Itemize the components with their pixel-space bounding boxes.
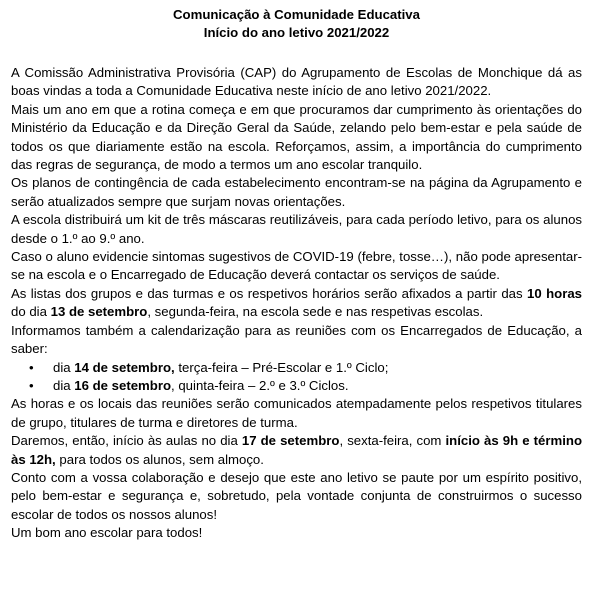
text-segment: , segunda-feira, na escola sede e nas respetivas escolas. [147, 304, 484, 320]
text-segment: dia [53, 377, 75, 393]
bold-date: 17 de setembro [241, 433, 340, 449]
paragraph-symptoms: Caso o aluno evidencie sintomas sugestivos de COVID-19 (febre, tosse…), não pode apresentar-se na escola e o Encarregado de Educação deverá contactar os serviços de saúde. [11, 249, 582, 283]
bold-date: 14 de setembro, [74, 359, 175, 375]
text-segment: do dia [11, 304, 51, 320]
paragraph-meeting-details: As horas e os locais das reuniões serão comunicados atempadamente pelos respetivos titulares de grupo, titulares de turma e diretores de turma. [11, 396, 582, 430]
text-segment: , quinta-feira – 2.º e 3.º Ciclos. [171, 377, 349, 393]
paragraph-meetings: Informamos também a calendarização para as reuniões com os Encarregados de Educação, a saber: [11, 322, 582, 357]
paragraph-routine: Mais um ano em que a rotina começa e em que procuramos dar cumprimento às orientações do Ministério da Educação e da Direção Geral da Saúde, zelando pelo bem-estar e pela saúde de todos os que diariamente estão na escola. Reforçamos, assim, a importância do cumprimento das regras de segurança, de modo a termos um ano escolar tranquilo. [11, 101, 582, 173]
meetings-list [11, 359, 582, 396]
paragraph-masks: A escola distribuirá um kit de três máscaras reutilizáveis, para cada período letivo, para os alunos desde o 1.º ao 9.º ano. [11, 212, 582, 246]
paragraph-contingency: Os planos de contingência de cada estabelecimento encontram-se na página da Agrupamento e serão atualizados sempre que surjam novas orientações. [11, 175, 582, 209]
list-item [29, 377, 582, 395]
paragraph-collaboration: Conto com a vossa colaboração e desejo que este ano letivo se paute por um espírito positivo, pelo bem-estar e segurança e, sobretudo, pela vontade conjunta de construirmos o sucesso escolar de todos os nossos alunos! [11, 469, 582, 522]
document-title: Comunicação à Comunidade Educativa [173, 7, 420, 22]
document-subtitle: Início do ano letivo 2021/2022 [203, 25, 390, 40]
text-segment: dia [53, 359, 75, 375]
bullet-icon: • [29, 377, 34, 393]
text-segment: terça-feira – Pré-Escolar e 1.º Ciclo; [174, 359, 389, 375]
paragraph-classes-start [11, 432, 582, 469]
bullet-icon: • [29, 359, 34, 375]
text-segment: Daremos, então, início às aulas no dia [11, 433, 242, 449]
bold-time: início às 9h e término às 12h, [11, 433, 582, 467]
paragraph-welcome: A Comissão Administrativa Provisória (CAP) do Agrupamento de Escolas de Monchique dá as boas vindas a toda a Comunidade Educativa neste início de ano letivo 2021/2022. [11, 65, 582, 99]
spacer [11, 42, 582, 64]
bold-time: 10 horas [527, 285, 582, 301]
bold-date: 16 de setembro [74, 377, 172, 393]
paragraph-lists [11, 285, 582, 322]
text-segment: , sexta-feira, com [339, 433, 446, 449]
paragraph-closing: Um bom ano escolar para todos! [11, 525, 203, 541]
text-segment: As listas dos grupos e das turmas e os respetivos horários serão afixados a partir das [11, 285, 528, 301]
text-segment: para todos os alunos, sem almoço. [55, 451, 264, 467]
bold-date: 13 de setembro [50, 304, 148, 320]
list-item [29, 359, 582, 377]
